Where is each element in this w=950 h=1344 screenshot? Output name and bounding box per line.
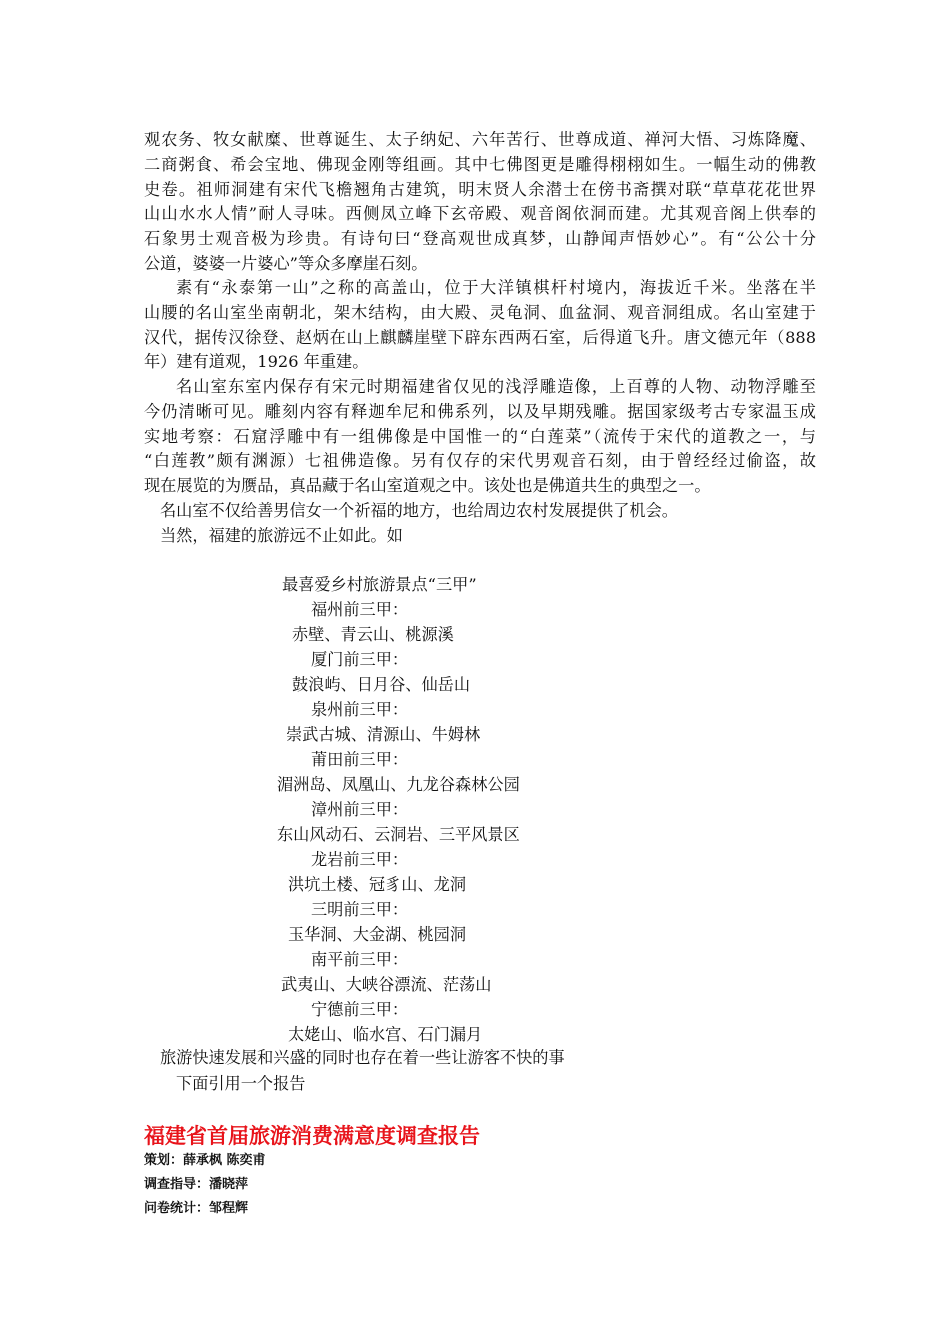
scenic-spot-list	[0, 572, 950, 1047]
list-city: 南平前三甲：	[311, 950, 409, 969]
text-line: 年）建有道观，1926 年重建。	[144, 352, 369, 372]
paragraph-4	[160, 499, 832, 524]
text-line: 山腰的名山室坐南朝北，架木结构，由大殿、灵龟洞、血盆洞、观音洞组成。名山室建于	[144, 302, 816, 322]
list-city: 漳州前三甲：	[311, 800, 409, 819]
paragraph-2	[144, 276, 816, 375]
report-credit-planner: 策划：薛承枫 陈奕甫	[144, 1153, 266, 1168]
paragraph-1	[144, 128, 816, 277]
list-spots: 崇武古城、清源山、牛姆林	[286, 725, 481, 744]
paragraph-3	[144, 375, 816, 499]
text-line: 现在展览的为赝品，真品藏于名山室道观之中。该处也是佛道共生的典型之一。	[144, 476, 711, 496]
list-spots: 赤壁、青云山、桃源溪	[292, 625, 454, 644]
list-spots: 湄洲岛、凤凰山、九龙谷森林公园	[277, 775, 520, 794]
text-line: 观农务、牧女献糜、世尊诞生、太子纳妃、六年苦行、世尊成道、禅河大悟、习炼降魔、	[144, 130, 816, 149]
list-city: 莆田前三甲：	[311, 750, 409, 769]
text-line: 旅游快速发展和兴盛的同时也存在着一些让游客不快的事	[160, 1048, 565, 1067]
list-spots: 太姥山、临水宫、石门漏月	[288, 1025, 483, 1044]
list-spots: 鼓浪屿、日月谷、仙岳山	[292, 675, 471, 694]
text-line: 名山室不仅给善男信女一个祈福的地方，也给周边农村发展提供了机会。	[160, 501, 678, 520]
list-spots: 玉华洞、大金湖、桃园洞	[288, 925, 467, 944]
text-line: 山山水水人情”耐人寻味。西侧凤立峰下玄帝殿、观音阁依洞而建。尤其观音阁上供奉的	[144, 204, 816, 224]
report-title: 福建省首届旅游消费满意度调查报告	[144, 1124, 480, 1148]
text-line: 二商粥食、希会宝地、佛现金刚等组画。其中七佛图更是雕得栩栩如生。一幅生动的佛教	[144, 154, 816, 174]
report-credit-statistics: 问卷统计：邹程辉	[144, 1201, 249, 1216]
list-city: 三明前三甲：	[311, 900, 409, 919]
text-line: 公道，婆婆一片婆心”等众多摩崖石刻。	[144, 253, 428, 273]
list-spots: 洪坑土楼、冠豸山、龙洞	[288, 875, 467, 894]
text-line: 实地考察：石窟浮雕中有一组佛像是中国惟一的“白莲菜”（流传于宋代的道教之一，与	[144, 426, 816, 446]
list-spots: 东山风动石、云洞岩、三平风景区	[277, 825, 520, 844]
text-line: 名山室东室内保存有宋元时期福建省仅见的浅浮雕造像，上百尊的人物、动物浮雕至	[176, 377, 816, 396]
list-city: 龙岩前三甲：	[311, 850, 409, 869]
text-line: 汉代，据传汉徐登、赵炳在山上麒麟崖壁下辟东西两石室，后得道飞升。唐文德元年（888	[144, 327, 816, 347]
paragraph-7	[176, 1072, 848, 1097]
list-title: 最喜爱乡村旅游景点“三甲”	[282, 575, 477, 594]
text-line: 今仍清晰可见。雕刻内容有释迦牟尼和佛系列，以及早期残雕。据国家级考古专家温玉成	[144, 401, 816, 421]
text-line: 素有“永泰第一山”之称的高盖山，位于大洋镇棋杆村境内，海拔近千米。坐落在半	[176, 278, 816, 297]
text-line: “白莲教”颇有渊源）七祖佛造像。另有仅存的宋代男观音石刻，由于曾经经过偷盗，故	[144, 451, 816, 471]
text-line: 史卷。祖师洞建有宋代飞檐翘角古建筑，明末贤人余潜士在傍书斋撰对联“草草花花世界	[144, 179, 816, 199]
text-line: 当然，福建的旅游远不止如此。如	[160, 526, 403, 545]
list-spots: 武夷山、大峡谷漂流、茫荡山	[281, 975, 492, 994]
text-line: 石象男士观音极为珍贵。有诗句曰“登高观世成真梦，山静闻声悟妙心”。有“公公十分	[144, 229, 816, 249]
list-city: 泉州前三甲：	[311, 700, 409, 719]
report-credit-guidance: 调查指导：潘晓萍	[144, 1177, 249, 1192]
paragraph-5	[160, 524, 832, 549]
paragraph-6	[160, 1046, 832, 1071]
list-city: 厦门前三甲：	[311, 650, 409, 669]
list-city: 宁德前三甲：	[311, 1000, 409, 1019]
list-city: 福州前三甲：	[311, 600, 409, 619]
text-line: 下面引用一个报告	[176, 1074, 306, 1093]
